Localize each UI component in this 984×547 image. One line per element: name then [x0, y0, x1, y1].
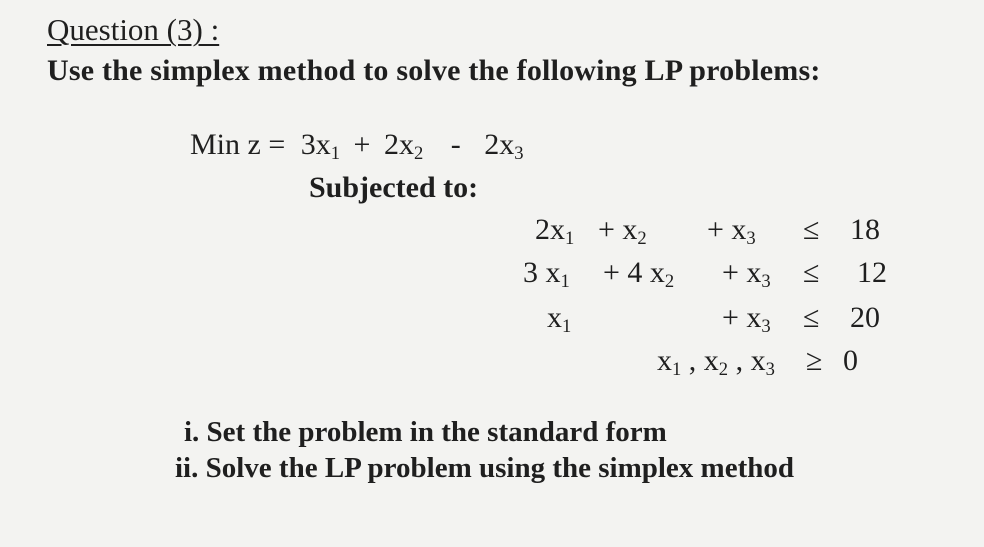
objective-function [190, 128, 524, 165]
constraint-1-term-3: + $x_3$ [707, 213, 756, 250]
objective-term-1: $3x_1$ [300, 128, 341, 165]
constraint-3-term-1: $x_1$ [547, 301, 572, 338]
objective-term-3: $2x_3$ [484, 128, 524, 165]
constraint-1-term-1: $2x_1$ [535, 213, 575, 250]
objective-op-2: - [450, 128, 461, 161]
instruction-text: Use the simplex method to solve the following LP problems: [47, 54, 821, 87]
task-item-1: i. Set the problem in the standard form [184, 416, 667, 448]
nonneg-rhs: 0 [843, 344, 858, 377]
constraint-1-relation: ≤ [803, 213, 820, 246]
constraint-2-term-1: 3 $x_1$ [523, 256, 570, 293]
nonneg-relation: ≥ [806, 344, 823, 377]
subjected-to-label: Subjected to: [309, 171, 479, 204]
task-item-2: ii. Solve the LP problem using the simplex method [175, 452, 794, 484]
constraint-3-relation: ≤ [803, 301, 820, 334]
nonneg-variables: $x_1$ , $x_2$ , $x_3$ [657, 344, 775, 381]
objective-term-2: $2x_2$ [383, 128, 424, 165]
constraint-3-term-3: + $x_3$ [722, 301, 771, 338]
constraint-1-rhs: 18 [850, 213, 880, 246]
constraint-3-rhs: 20 [850, 301, 880, 334]
objective-op-1: + [353, 128, 371, 161]
constraint-2-term-3: + $x_3$ [722, 256, 771, 293]
constraint-1-term-2: + $x_2$ [598, 213, 647, 250]
question-title: Question (3) : [47, 12, 220, 47]
constraint-2-term-2: + 4 $x_2$ [603, 256, 675, 293]
constraint-2-relation: ≤ [803, 256, 820, 289]
objective-sense: Min z = [190, 128, 286, 161]
constraint-2-rhs: 12 [857, 256, 887, 289]
